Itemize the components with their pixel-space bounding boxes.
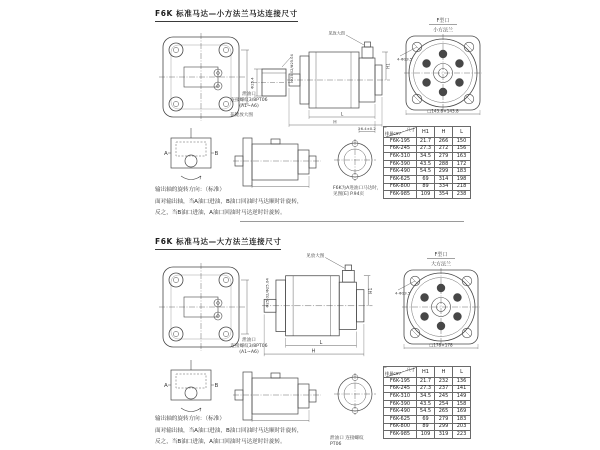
- note-line: PT06: [330, 442, 342, 448]
- flange-outline: [400, 34, 482, 115]
- hydraulic-schematic-1: [163, 126, 219, 186]
- col-header-h: H: [435, 127, 453, 138]
- drain-port-line: 泄油口: [242, 338, 256, 343]
- dim-cell: 288: [435, 160, 453, 168]
- dim-h-label: H: [311, 349, 316, 355]
- dim-cell: 34.5: [417, 393, 435, 401]
- dim-cell: 158: [453, 400, 471, 408]
- model-cell: F6K-985: [384, 191, 417, 199]
- rotation-line: 面对输出轴，当A油口进油，B油口回油时马达顺时针旋转，: [155, 427, 303, 434]
- dim-cell: 299: [435, 168, 453, 176]
- dim-l-label: L: [319, 340, 323, 346]
- dim-cell: 334: [435, 183, 453, 191]
- drain-port-line: (A1~A6): [239, 350, 259, 356]
- dim-cell: 109: [417, 431, 435, 439]
- table-row: [384, 423, 471, 431]
- dim-cell: 136: [453, 378, 471, 386]
- rotation-line: 反之，当B油口进油，A油口回油时马达逆时针旋转。: [155, 210, 286, 217]
- flange-type-label: 小方法兰: [432, 27, 454, 34]
- table-row: [384, 160, 471, 168]
- dim-cell: 203: [453, 423, 471, 431]
- table-corner-cell: [384, 367, 417, 378]
- model-cell: F6K-625: [384, 415, 417, 423]
- dim-cell: 156: [453, 145, 471, 153]
- model-cell: F6K-490: [384, 408, 417, 416]
- table-corner-cell: [384, 127, 417, 138]
- schematic-outline: [168, 360, 214, 412]
- spline-detail-caption: 花键放大图: [230, 113, 253, 118]
- table-body: [384, 138, 471, 199]
- table-row: [384, 153, 471, 161]
- port-face-detail: [334, 139, 376, 181]
- table-row: [384, 138, 471, 146]
- dim-h-label: H: [333, 120, 337, 126]
- model-cell: F6K-245: [384, 145, 417, 153]
- side-view-outline: [262, 258, 372, 357]
- side-view-outline: [287, 35, 390, 133]
- dim-cell: 21.7: [417, 138, 435, 146]
- dim-cell: 172: [453, 160, 471, 168]
- table-body: [384, 378, 471, 439]
- corner-bottom-label: 排量cm³: [385, 131, 402, 137]
- view-direction-label: F型口: [436, 18, 450, 24]
- dim-cell: 314: [435, 175, 453, 183]
- view-direction-label: F型口: [434, 252, 448, 258]
- table-row: [384, 415, 471, 423]
- dim-cell: 354: [435, 191, 453, 199]
- model-cell: F6K-310: [384, 393, 417, 401]
- dim-cell: 163: [453, 153, 471, 161]
- drain-port-line: 泄油口: [242, 92, 256, 97]
- port-b-label: B: [214, 151, 219, 157]
- rotation-direction-note-2: [155, 414, 303, 449]
- dim-cell: 149: [453, 393, 471, 401]
- col-header-l: L: [453, 127, 471, 138]
- motor-side-view-drawing-1: [288, 28, 396, 138]
- model-cell: F6K-195: [384, 138, 417, 146]
- dim-cell: 238: [453, 191, 471, 199]
- dim-cell: 237: [435, 385, 453, 393]
- dim-cell: 279: [435, 153, 453, 161]
- col-header-h1: H1: [417, 367, 435, 378]
- dim-cell: 198: [453, 175, 471, 183]
- dim-cell: 183: [453, 168, 471, 176]
- table-row: [384, 168, 471, 176]
- shaft-dim-label: Φ25.02/Φ25.04: [264, 278, 270, 308]
- inlet-note-1: [333, 186, 381, 198]
- table-row: [384, 175, 471, 183]
- table-row: [384, 400, 471, 408]
- mini-motor-outline: [233, 138, 321, 188]
- table-row: [384, 408, 471, 416]
- rotation-line: 反之，当B油口进油，A油口回油时马达逆时针旋转。: [155, 439, 286, 446]
- section-divider: [240, 221, 464, 222]
- dim-cell: 232: [435, 378, 453, 386]
- port-face-detail: [334, 373, 376, 415]
- model-cell: F6K-195: [384, 378, 417, 386]
- table-row: [384, 145, 471, 153]
- schematic-outline: [168, 128, 214, 180]
- rotation-line: 输出轴的旋转方向：（标准）: [155, 187, 225, 193]
- model-cell: F6K-985: [384, 431, 417, 439]
- section2-title: F6K 标准马达—大方法兰连接尺寸: [155, 236, 281, 250]
- table-row: [384, 191, 471, 199]
- dim-cell: 150: [453, 138, 471, 146]
- dim-cell: 89: [417, 423, 435, 431]
- hydraulic-schematic-2: [163, 358, 219, 418]
- detail-callout-label: 见放大图: [306, 253, 325, 259]
- dim-cell: 265: [435, 408, 453, 416]
- drain-note-2: [330, 436, 364, 448]
- dim-cell: 89: [417, 183, 435, 191]
- port-section-drawing-1: [233, 130, 388, 192]
- dim-cell: 69: [417, 175, 435, 183]
- table-header-row: [384, 367, 471, 378]
- dim-cell: 279: [435, 415, 453, 423]
- shaft-dim-label: Φ25.02/Φ25.04: [290, 54, 294, 82]
- note-line: 见图[E] P.94页: [333, 192, 365, 198]
- dim-cell: 27.3: [417, 385, 435, 393]
- corner-bottom-label: 排量cm³: [385, 371, 402, 377]
- col-header-h: H: [435, 367, 453, 378]
- dim-cell: 319: [435, 431, 453, 439]
- dim-cell: 43.5: [417, 400, 435, 408]
- dim-cell: 27.3: [417, 145, 435, 153]
- dim-cell: 109: [417, 191, 435, 199]
- drain-port-line: (A1~A6): [239, 104, 259, 110]
- table-row: [384, 393, 471, 401]
- dim-cell: 21.7: [417, 378, 435, 386]
- model-cell: F6K-245: [384, 385, 417, 393]
- motor-side-view-drawing-2: [250, 250, 392, 368]
- dim-cell: 299: [435, 423, 453, 431]
- drain-port-line: 连接螺纹3/8PT06: [230, 344, 268, 350]
- corner-top-label: 尺寸: [406, 126, 415, 132]
- drain-port-label-1: [219, 92, 279, 111]
- flange-view-drawing-2: [394, 248, 491, 351]
- table-header-row: [384, 127, 471, 138]
- model-cell: F6K-490: [384, 168, 417, 176]
- corner-top-label: 尺寸: [406, 366, 415, 372]
- rotation-line: 面对输出轴，当A油口进油，B油口回油时马达顺时针旋转，: [155, 198, 303, 205]
- dim-h1-label: H1: [368, 287, 374, 294]
- dim-cell: 34.5: [417, 153, 435, 161]
- dimension-table-1: [383, 126, 471, 199]
- dim-cell: 54.5: [417, 168, 435, 176]
- model-cell: F6K-800: [384, 183, 417, 191]
- shaft-diameter-dim: Φ25.4: [249, 77, 255, 89]
- section1-title: F6K 标准马达—小方法兰马达连接尺寸: [155, 8, 298, 22]
- dim-cell: 254: [435, 400, 453, 408]
- dim-cell: 266: [435, 138, 453, 146]
- rotation-direction-note-1: [155, 185, 303, 220]
- dim-cell: 223: [453, 431, 471, 439]
- flange-size-dim: □143.8×143.8: [427, 108, 459, 114]
- port-a-label: A: [164, 383, 168, 389]
- drain-port-line: 连接螺纹3/8PT06: [230, 98, 268, 104]
- dim-h1-label: H1: [385, 63, 391, 69]
- mount-hole-label: 4-Φ13.5: [397, 56, 413, 62]
- dim-cell: 169: [453, 408, 471, 416]
- dim-cell: 245: [435, 393, 453, 401]
- detail-callout-label: 见放大图: [328, 30, 345, 36]
- col-header-l: L: [453, 367, 471, 378]
- model-cell: F6K-625: [384, 175, 417, 183]
- model-cell: F6K-390: [384, 400, 417, 408]
- table-row: [384, 431, 471, 439]
- dim-l-label: L: [340, 112, 344, 118]
- dim-small-label: 26.4±0.2: [358, 126, 376, 131]
- flange-type-label: 大方法兰: [430, 261, 452, 268]
- port-a-label: A: [164, 151, 168, 157]
- dim-cell: 43.5: [417, 160, 435, 168]
- model-cell: F6K-800: [384, 423, 417, 431]
- dimension-table-2: [383, 366, 471, 439]
- dim-cell: 54.5: [417, 408, 435, 416]
- table-row: [384, 385, 471, 393]
- dim-cell: 141: [453, 385, 471, 393]
- model-cell: F6K-310: [384, 153, 417, 161]
- note-line: F6K为A进油口马达时，: [333, 186, 382, 191]
- col-header-h1: H1: [417, 127, 435, 138]
- mount-hole-label: 4-Φ13.5: [395, 290, 411, 296]
- dim-cell: 272: [435, 145, 453, 153]
- flange-view-drawing-1: [396, 14, 493, 117]
- table-row: [384, 183, 471, 191]
- dim-cell: 183: [453, 415, 471, 423]
- dim-cell: 218: [453, 183, 471, 191]
- rotation-line: 输出轴的旋转方向：（标准）: [155, 416, 225, 422]
- table-row: [384, 378, 471, 386]
- port-b-label: B: [214, 383, 219, 389]
- note-line: 泄油口 连接螺纹: [330, 436, 364, 441]
- model-cell: F6K-390: [384, 160, 417, 168]
- flange-outline: [398, 268, 480, 349]
- flange-size-dim: □178×178: [429, 342, 453, 348]
- dim-cell: 69: [417, 415, 435, 423]
